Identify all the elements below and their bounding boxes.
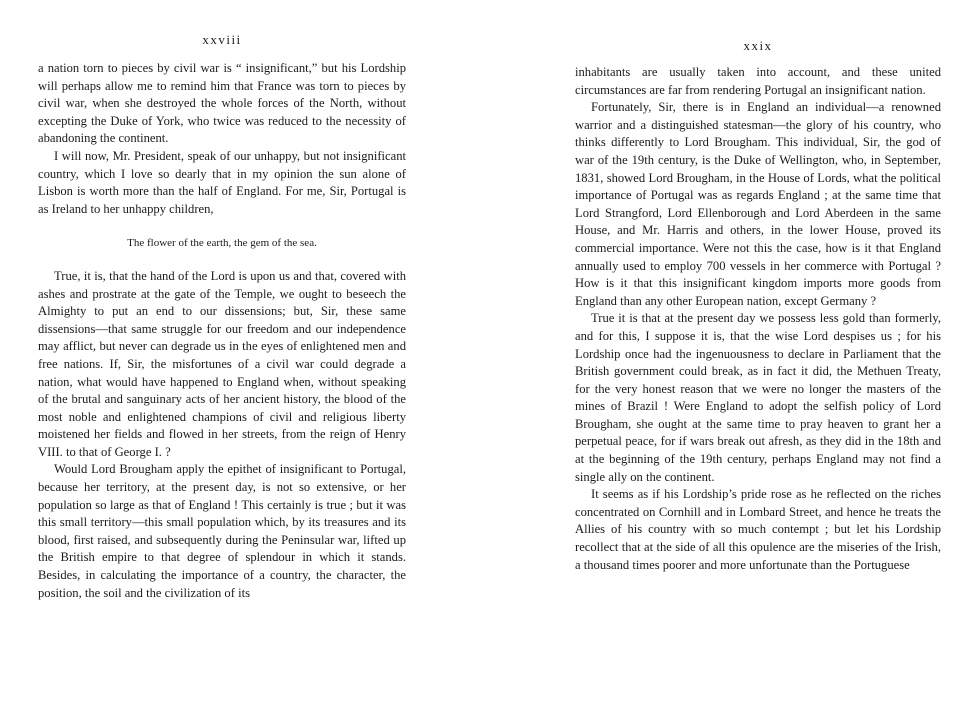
paragraph: True it is that at the present day we possess less gold than formerly, and for this, I suppose it is, that the wise Lord despises us ; for his Lordship once had the ingenuousness to declare in Parliament that the British government could break, as in fact it did, the Methuen Treaty, for the very honest reason that we were no longer the masters of the mines of Brazil ! Were England to adopt the selfish policy of Lord Brougham, she ought at the same time to pray heaven to grant her a perpetual peace, for if wars break out afresh, as they did in the 18th and at the beginning of the 19th century, perhaps England may not find a single ally on the continent. — [575, 311, 941, 484]
page-number-left: xxviii — [202, 32, 242, 47]
paragraph: I will now, Mr. President, speak of our unhappy, but not insignificant country, which I love so dearly that in my opinion the sun alone of Lisbon is worth more than the half of England. For me, Sir, Portugal is as Ireland to her unhappy children, — [38, 148, 406, 216]
page-number-right: xxix — [743, 38, 773, 53]
right-page-text — [575, 64, 941, 574]
quotation: The flower of the earth, the gem of the sea. — [127, 237, 317, 250]
left-page — [38, 0, 406, 720]
paragraph: a nation torn to pieces by civil war is “ insignificant,” but his Lordship will perhaps allow me to remind him that France was torn to pieces by civil war, when she destroyed the whole forces of the North, without excepting the Duke of York, who twice was reduced to the necessity of abandoning the continent. — [38, 61, 406, 146]
paragraph: It seems as if his Lordship’s pride rose as he reflected on the riches concentrated on Cornhill and in Lombard Street, and hence he treats the Allies of his country with so much contempt ; but let his Lordship recollect that at the side of all this opulence are the miseries of the Irish, a thousand times poorer and more unfortunate than the Portuguese — [575, 487, 941, 572]
paragraph: Fortunately, Sir, there is in England an individual—a renowned warrior and a distinguished statesman—the glory of his country, who thinks differently to Lord Brougham. This individual, Sir, the god of war of the 19th century, is the Duke of Wellington, who, in September, 1831, showed Lord Brougham, in the House of Lords, what the political importance of Portugal was as regards England ; at the same time that Lord Strangford, Lord Ellenborough and Lord Aberdeen in the same House, and Mr. Harris and others, in the lower House, proved its commercial importance. Were not this the case, how is it that England annually used to employ 700 vessels in her commerce with Portugal ? How is it that this insignificant kingdom imports more goods from England than any other European nation, except Germany ? — [575, 100, 941, 308]
paragraph: inhabitants are usually taken into account, and these united circumstances are far from rendering Portugal an insignificant nation. — [575, 65, 941, 97]
right-page — [575, 0, 941, 720]
paragraph: Would Lord Brougham apply the epithet of insignificant to Portugal, because her territory, at the present day, is not so extensive, or her population so large as that of England ! This certainly is true ; but it was this small territory—this small population which, by its treasures and its blood, first raised, and subsequently during the Peninsular war, lifted up the British empire to that degree of splendour in which it stands. Besides, in calculating the importance of a country, the character, the position, the soil and the civilization of its — [38, 462, 406, 600]
left-page-text — [38, 60, 406, 602]
paragraph: True, it is, that the hand of the Lord is upon us and that, covered with ashes and prostrate at the gate of the Temple, we ought to beseech the Almighty to put an end to our dissensions; but, Sir, these same dissensions—that same struggle for our freedom and our independence may afflict, but never can degrade us in the eyes of enlightened men and free nations. If, Sir, the misfortunes of a civil war could degrade a nation, what would have happened to England when, without speaking of the brutal and sanguinary acts of her ancient history, the blood of the most noble and enlightened champions of civil and religious liberty moistened her fields and flowed in her streets, from the reign of Henry VIII. to that of George I. ? — [38, 268, 406, 459]
